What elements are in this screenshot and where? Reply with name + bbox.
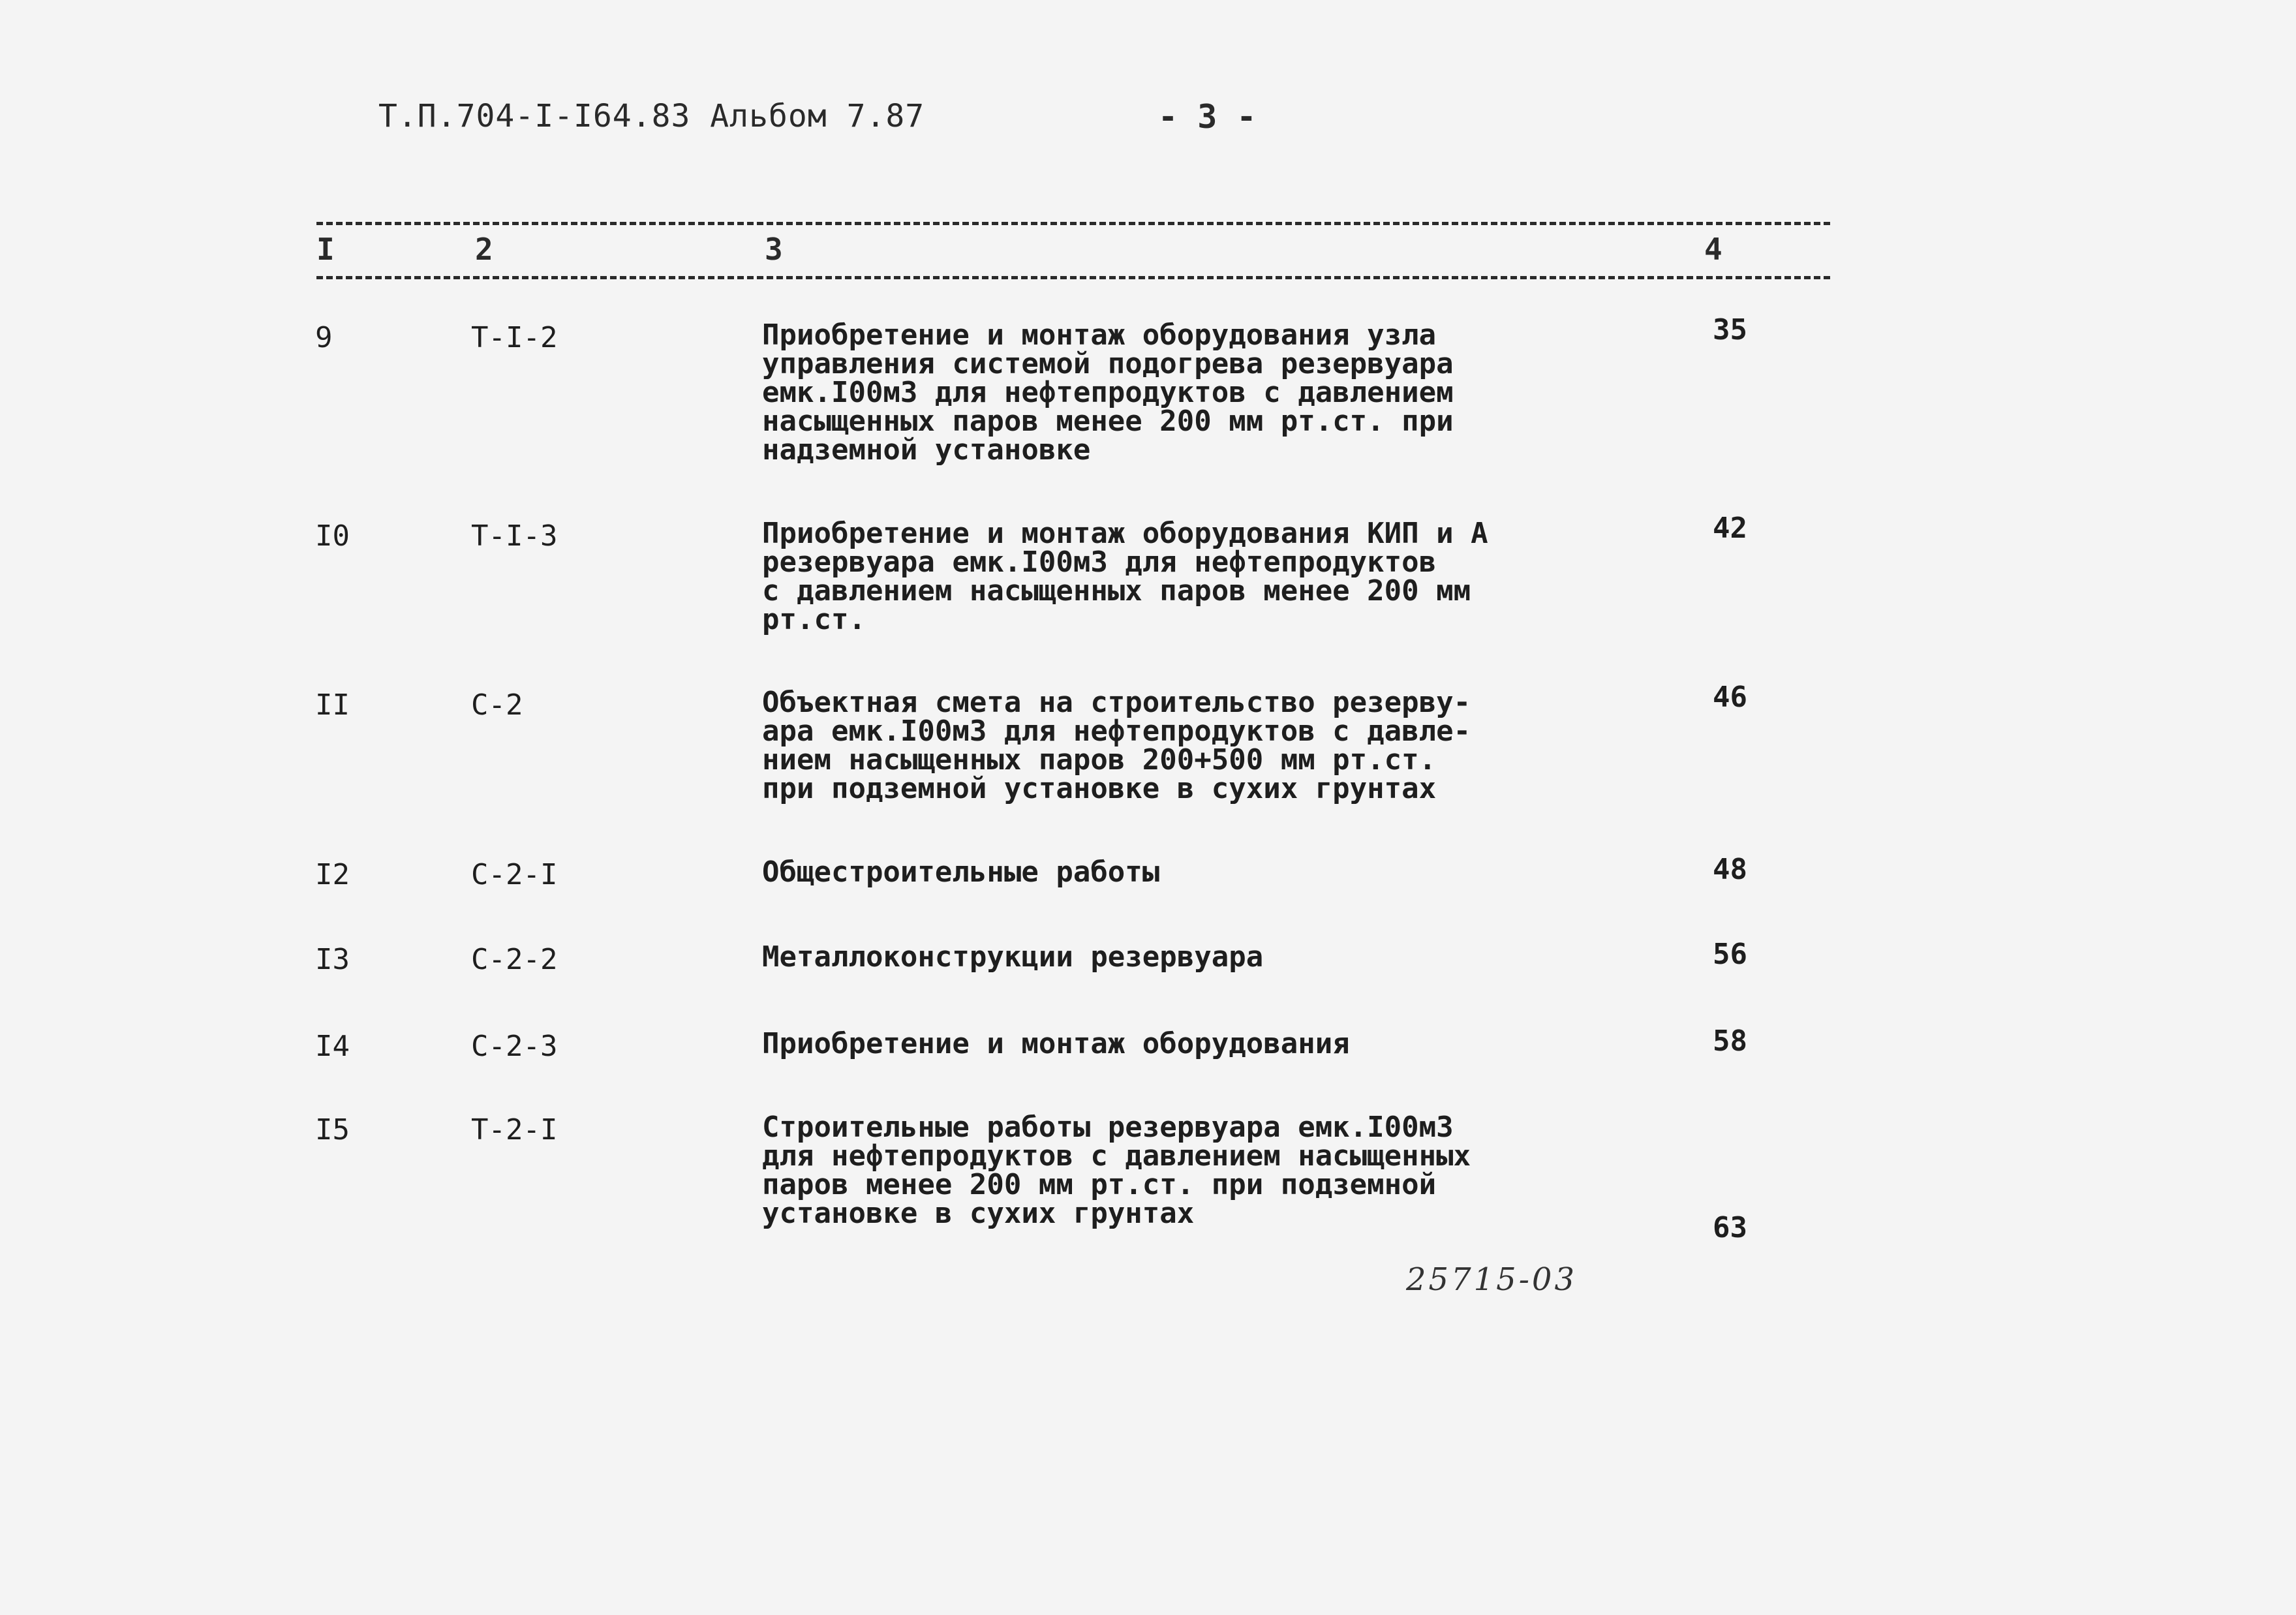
row-page: 56	[1713, 938, 1747, 971]
table-header-rule	[316, 276, 1830, 279]
row-code: Т-I-3	[471, 519, 558, 553]
handwritten-archive-number: 25715-03	[1406, 1261, 1577, 1298]
row-description: Строительные работы резервуара емк.I00м3 для нефтепродуктов с давлением насыщенных паров менее 200 мм рт.ст. при подземной установке в сухих грунтах	[762, 1111, 1471, 1230]
row-description: Металлоконструкции резервуара	[762, 940, 1264, 974]
row-description: Приобретение и монтаж оборудования	[762, 1027, 1350, 1060]
row-page: 42	[1713, 512, 1747, 545]
column-header-3: 3	[765, 232, 783, 267]
row-description: Общестроительные работы	[762, 855, 1160, 889]
row-page: 46	[1713, 681, 1747, 714]
row-code: Т-2-I	[471, 1113, 558, 1146]
column-header-2: 2	[475, 232, 493, 267]
row-number: I5	[315, 1113, 350, 1146]
row-number: II	[315, 688, 350, 722]
row-description: Приобретение и монтаж оборудования КИП и А резервуара емк.I00м3 для нефтепродуктов с давлением насыщенных паров менее 200 мм рт.ст.	[762, 517, 1488, 636]
row-page: 35	[1713, 313, 1747, 346]
row-page: 63	[1713, 1211, 1747, 1244]
row-description: Объектная смета на строительство резерву- ара емк.I00м3 для нефтепродуктов с давле- нием насыщенных паров 200+500 мм рт.ст. при подземной установке в сухих грунтах	[762, 686, 1471, 805]
document-code: Т.П.704-I-I64.83 Альбом 7.87	[378, 98, 925, 134]
row-code: С-2-3	[471, 1030, 558, 1063]
page-number: - 3 -	[1158, 98, 1257, 136]
row-number: I2	[315, 858, 350, 891]
row-code: Т-I-2	[471, 321, 558, 354]
row-page: 58	[1713, 1024, 1747, 1058]
row-code: С-2	[471, 688, 523, 722]
row-number: I3	[315, 943, 350, 976]
column-header-1: I	[316, 232, 335, 267]
row-number: 9	[315, 321, 333, 354]
row-number: I4	[315, 1030, 350, 1063]
table-top-rule	[316, 222, 1830, 225]
row-description: Приобретение и монтаж оборудования узла управления системой подогрева резервуара емк.I00м3 для нефтепродуктов с давлением насыщенных паров менее 200 мм рт.ст. при надземной установке	[762, 318, 1454, 467]
column-header-4: 4	[1704, 232, 1722, 267]
row-number: I0	[315, 519, 350, 553]
row-code: С-2-2	[471, 943, 558, 976]
row-page: 48	[1713, 853, 1747, 886]
row-code: С-2-I	[471, 858, 558, 891]
